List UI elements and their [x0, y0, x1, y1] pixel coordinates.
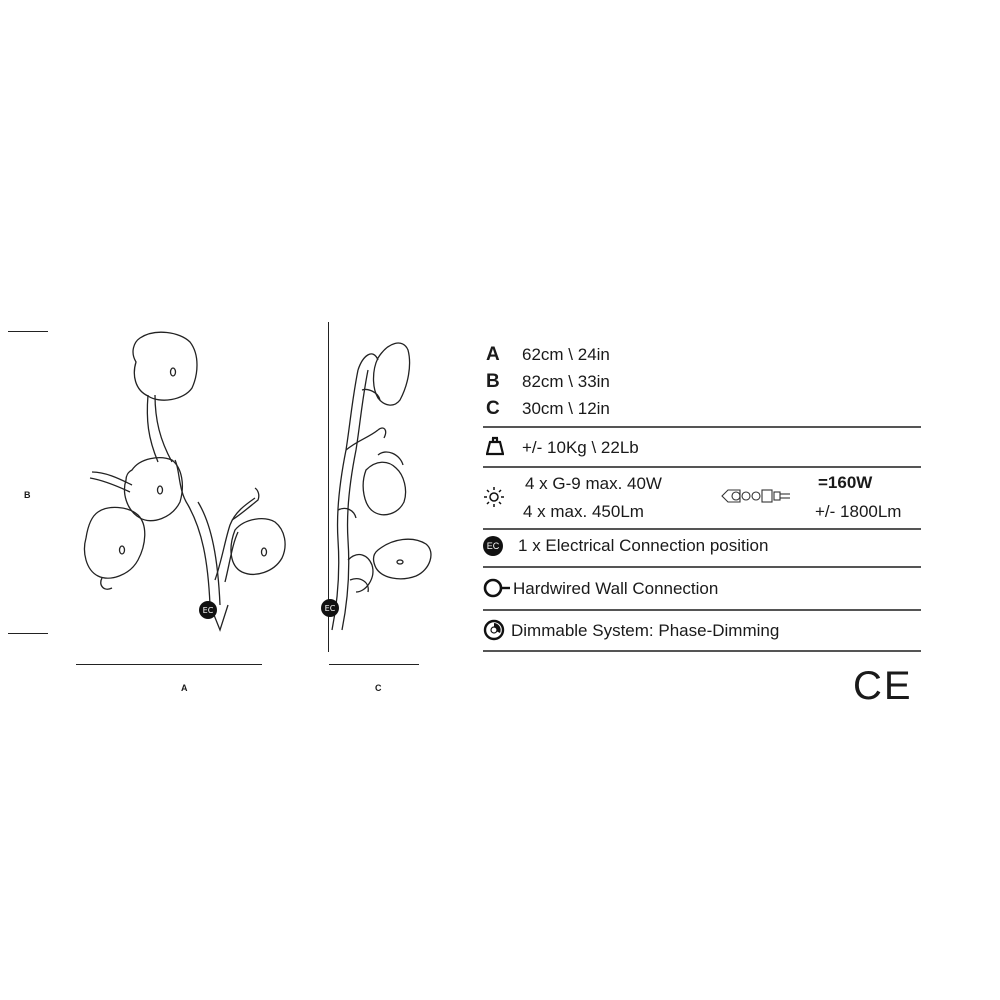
- separator: [483, 528, 921, 530]
- front-lamp-illustration: [60, 320, 310, 650]
- bulb-spec: 4 x G-9 max. 40W: [525, 474, 662, 493]
- dimension-value: 82cm \ 33in: [522, 372, 610, 391]
- dimension-value: 62cm \ 24in: [522, 345, 610, 364]
- dimension-letter: B: [486, 371, 500, 392]
- electrical-connection-row: [483, 535, 768, 556]
- width-dim-line: [76, 664, 262, 665]
- hardwired-row: [483, 577, 718, 599]
- dimension-row-b: [486, 371, 610, 393]
- front-ec-marker: EC: [202, 606, 214, 615]
- total-lumens: +/- 1800Lm: [815, 502, 902, 521]
- dimension-value: 30cm \ 12in: [522, 399, 610, 418]
- side-lamp-illustration: [318, 330, 448, 640]
- height-dim-label: B: [24, 490, 31, 500]
- connection-text: 1 x Electrical Connection position: [518, 536, 769, 555]
- separator: [483, 566, 921, 568]
- ec-badge-icon: EC: [483, 536, 503, 556]
- dimension-row-a: [486, 344, 610, 366]
- total-watts: =160W: [818, 473, 873, 492]
- weight-row: [486, 436, 639, 459]
- height-dim-bottom-line: [8, 633, 48, 634]
- sun-icon: [483, 486, 505, 508]
- dimension-row-c: [486, 398, 610, 420]
- depth-dim-label: C: [375, 683, 382, 693]
- dimension-letter: A: [486, 344, 500, 365]
- lumen-spec: 4 x max. 450Lm: [523, 502, 644, 521]
- weight-value: +/- 10Kg \ 22Lb: [522, 438, 639, 457]
- dimmable-text: Dimmable System: Phase-Dimming: [511, 621, 780, 640]
- g9-bulb-icon: [720, 487, 792, 505]
- dimension-letter: C: [486, 398, 500, 419]
- hardwired-text: Hardwired Wall Connection: [513, 579, 719, 598]
- separator: [483, 650, 921, 652]
- height-dim-top-line: [8, 331, 48, 332]
- weight-icon: [486, 436, 522, 459]
- hardwired-icon: [483, 577, 511, 599]
- ce-certification-mark: CE: [853, 664, 913, 708]
- dimmer-icon: [483, 619, 507, 641]
- separator: [483, 466, 921, 468]
- width-dim-label: A: [181, 683, 188, 693]
- depth-dim-line: [329, 664, 419, 665]
- side-ec-marker: EC: [324, 604, 336, 613]
- dimmable-row: [483, 619, 779, 641]
- separator: [483, 426, 921, 428]
- separator: [483, 609, 921, 611]
